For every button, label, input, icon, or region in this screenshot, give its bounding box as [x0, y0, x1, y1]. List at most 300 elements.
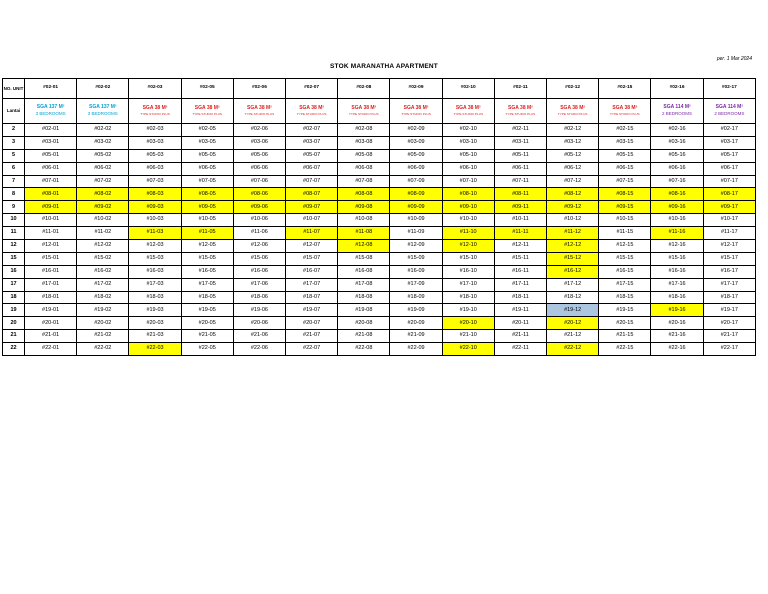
floor-number: 17: [3, 278, 25, 291]
unit-cell: #06-05: [181, 162, 233, 175]
unit-cell: #08-11: [494, 188, 546, 201]
unit-cell: #08-17: [703, 188, 755, 201]
sga-size: SGA 114 M²: [663, 104, 691, 111]
unit-cell: #07-02: [77, 175, 129, 188]
unit-cell: #06-08: [338, 162, 390, 175]
unit-cell: #15-06: [233, 252, 285, 265]
unit-cell: #18-08: [338, 291, 390, 304]
unit-cell: #12-08: [338, 240, 390, 253]
unit-cell: #07-09: [390, 175, 442, 188]
unit-cell: #19-01: [25, 304, 77, 317]
unit-cell: #20-17: [703, 317, 755, 330]
unit-cell: #11-12: [547, 227, 599, 240]
unit-cell: #17-11: [494, 278, 546, 291]
unit-cell: #09-05: [181, 201, 233, 214]
unit-cell: #16-06: [233, 265, 285, 278]
unit-cell: #16-09: [390, 265, 442, 278]
unit-cell: #08-05: [181, 188, 233, 201]
unit-cell: #07-16: [651, 175, 703, 188]
unit-cell: #12-15: [599, 240, 651, 253]
sga-cell: [442, 99, 494, 124]
unit-cell: #17-12: [547, 278, 599, 291]
unit-cell: #09-15: [599, 201, 651, 214]
sga-size: SGA 38 M²: [612, 104, 638, 111]
unit-cell: #22-12: [547, 343, 599, 356]
unit-cell: #11-10: [442, 227, 494, 240]
no-unit-header: NO. UNIT: [3, 79, 25, 99]
unit-cell: #22-03: [129, 343, 181, 356]
unit-cell: #03-03: [129, 136, 181, 149]
unit-cell: #16-17: [703, 265, 755, 278]
unit-cell: #15-16: [651, 252, 703, 265]
unit-cell: #16-10: [442, 265, 494, 278]
unit-cell: #16-03: [129, 265, 181, 278]
unit-cell: #18-09: [390, 291, 442, 304]
unit-cell: #08-07: [286, 188, 338, 201]
unit-cell: #16-15: [599, 265, 651, 278]
unit-cell: #21-09: [390, 330, 442, 343]
unit-cell: #09-07: [286, 201, 338, 214]
unit-cell: #08-01: [25, 188, 77, 201]
unit-column-header: #02-11: [494, 79, 546, 99]
unit-cell: #19-12: [547, 304, 599, 317]
unit-cell: #21-07: [286, 330, 338, 343]
unit-cell: #19-03: [129, 304, 181, 317]
unit-cell: #05-06: [233, 149, 285, 162]
unit-cell: #11-05: [181, 227, 233, 240]
sga-cell: [181, 99, 233, 124]
unit-cell: #19-02: [77, 304, 129, 317]
unit-cell: #17-16: [651, 278, 703, 291]
unit-cell: #20-07: [286, 317, 338, 330]
sga-cell: [25, 99, 77, 124]
unit-cell: #06-16: [651, 162, 703, 175]
unit-cell: #17-01: [25, 278, 77, 291]
unit-cell: #19-09: [390, 304, 442, 317]
floor-number: 6: [3, 162, 25, 175]
unit-column-header: #02-16: [651, 79, 703, 99]
floor-row: [3, 343, 756, 356]
unit-cell: #03-17: [703, 136, 755, 149]
unit-cell: #10-08: [338, 214, 390, 227]
unit-cell: #22-17: [703, 343, 755, 356]
unit-cell: #18-11: [494, 291, 546, 304]
unit-cell: #05-03: [129, 149, 181, 162]
unit-cell: #07-10: [442, 175, 494, 188]
unit-cell: #03-10: [442, 136, 494, 149]
unit-cell: #11-15: [599, 227, 651, 240]
unit-cell: #22-15: [599, 343, 651, 356]
unit-column-header: #02-12: [547, 79, 599, 99]
unit-cell: #08-12: [547, 188, 599, 201]
unit-cell: #09-03: [129, 201, 181, 214]
unit-cell: #06-11: [494, 162, 546, 175]
unit-cell: #02-06: [233, 124, 285, 137]
unit-cell: #11-11: [494, 227, 546, 240]
unit-cell: #10-05: [181, 214, 233, 227]
unit-cell: #18-06: [233, 291, 285, 304]
unit-cell: #20-03: [129, 317, 181, 330]
sga-type: TYPE STUDIO PLUS: [349, 111, 379, 116]
unit-cell: #18-01: [25, 291, 77, 304]
unit-cell: #21-03: [129, 330, 181, 343]
unit-cell: #02-09: [390, 124, 442, 137]
unit-cell: #07-05: [181, 175, 233, 188]
sga-size: SGA 137 M²: [36, 104, 65, 111]
sga-cell: [547, 99, 599, 124]
unit-cell: #10-03: [129, 214, 181, 227]
unit-cell: #22-08: [338, 343, 390, 356]
floor-row: [3, 304, 756, 317]
unit-cell: #17-06: [233, 278, 285, 291]
unit-cell: #06-17: [703, 162, 755, 175]
unit-cell: #15-02: [77, 252, 129, 265]
unit-column-header: #02-06: [233, 79, 285, 99]
floor-row: [3, 149, 756, 162]
unit-cell: #02-01: [25, 124, 77, 137]
floor-number: 11: [3, 227, 25, 240]
unit-cell: #06-06: [233, 162, 285, 175]
unit-cell: #12-01: [25, 240, 77, 253]
unit-cell: #03-05: [181, 136, 233, 149]
unit-cell: #17-17: [703, 278, 755, 291]
unit-cell: #11-06: [233, 227, 285, 240]
sga-size: SGA 38 M²: [247, 104, 272, 111]
unit-cell: #03-02: [77, 136, 129, 149]
unit-cell: #18-02: [77, 291, 129, 304]
unit-cell: #15-01: [25, 252, 77, 265]
unit-cell: #16-01: [25, 265, 77, 278]
unit-cell: #17-15: [599, 278, 651, 291]
unit-cell: #06-07: [286, 162, 338, 175]
sga-row: [3, 99, 756, 124]
unit-cell: #03-11: [494, 136, 546, 149]
unit-cell: #17-07: [286, 278, 338, 291]
sga-type: 3 BEDROOMS: [35, 111, 66, 117]
sga-size: SGA 38 M²: [299, 104, 325, 111]
unit-cell: #08-03: [129, 188, 181, 201]
unit-cell: #22-06: [233, 343, 285, 356]
unit-cell: #09-11: [494, 201, 546, 214]
unit-cell: #03-08: [338, 136, 390, 149]
unit-cell: #02-08: [338, 124, 390, 137]
unit-cell: #06-09: [390, 162, 442, 175]
unit-cell: #17-03: [129, 278, 181, 291]
unit-cell: #09-10: [442, 201, 494, 214]
floor-number: 3: [3, 136, 25, 149]
unit-cell: #21-11: [494, 330, 546, 343]
floor-row: [3, 317, 756, 330]
unit-column-header: #02-08: [338, 79, 390, 99]
unit-cell: #21-02: [77, 330, 129, 343]
sga-cell: [390, 99, 442, 124]
sga-cell: [703, 99, 755, 124]
floor-number: 2: [3, 124, 25, 137]
unit-cell: #19-08: [338, 304, 390, 317]
unit-cell: #10-06: [233, 214, 285, 227]
sga-type: TYPE STUDIO PLUS: [401, 111, 431, 116]
sga-cell: [129, 99, 181, 124]
unit-cell: #12-07: [286, 240, 338, 253]
unit-cell: #02-05: [181, 124, 233, 137]
unit-cell: #07-03: [129, 175, 181, 188]
unit-cell: #16-16: [651, 265, 703, 278]
sga-size: SGA 38 M²: [142, 104, 168, 111]
unit-cell: #22-11: [494, 343, 546, 356]
floor-row: [3, 175, 756, 188]
sga-size: SGA 114 M²: [715, 104, 743, 111]
unit-cell: #07-06: [233, 175, 285, 188]
unit-cell: #12-10: [442, 240, 494, 253]
unit-cell: #05-10: [442, 149, 494, 162]
unit-cell: #10-11: [494, 214, 546, 227]
unit-cell: #21-17: [703, 330, 755, 343]
floor-row: [3, 330, 756, 343]
sga-cell: [599, 99, 651, 124]
unit-cell: #16-08: [338, 265, 390, 278]
sga-cell: [651, 99, 703, 124]
sga-type: TYPE STUDIO PLUS: [505, 111, 536, 116]
floor-row: [3, 252, 756, 265]
unit-cell: #07-17: [703, 175, 755, 188]
unit-cell: #21-08: [338, 330, 390, 343]
sga-type: TYPE STUDIO PLUS: [140, 111, 170, 116]
unit-cell: #02-15: [599, 124, 651, 137]
unit-cell: #05-09: [390, 149, 442, 162]
unit-cell: #11-09: [390, 227, 442, 240]
unit-cell: #11-16: [651, 227, 703, 240]
unit-cell: #10-12: [547, 214, 599, 227]
unit-cell: #18-12: [547, 291, 599, 304]
unit-cell: #15-15: [599, 252, 651, 265]
unit-cell: #21-06: [233, 330, 285, 343]
unit-cell: #12-17: [703, 240, 755, 253]
unit-cell: #20-10: [442, 317, 494, 330]
unit-cell: #18-07: [286, 291, 338, 304]
unit-cell: #06-02: [77, 162, 129, 175]
unit-cell: #02-07: [286, 124, 338, 137]
unit-cell: #09-06: [233, 201, 285, 214]
unit-cell: #07-01: [25, 175, 77, 188]
unit-cell: #15-07: [286, 252, 338, 265]
unit-cell: #03-15: [599, 136, 651, 149]
unit-cell: #19-07: [286, 304, 338, 317]
floor-number: 20: [3, 317, 25, 330]
floor-row: [3, 291, 756, 304]
unit-cell: #02-02: [77, 124, 129, 137]
unit-cell: #09-17: [703, 201, 755, 214]
unit-cell: #16-11: [494, 265, 546, 278]
unit-cell: #19-17: [703, 304, 755, 317]
unit-cell: #10-10: [442, 214, 494, 227]
sga-type: 3 BEDROOMS: [87, 111, 118, 117]
unit-cell: #12-09: [390, 240, 442, 253]
unit-cell: #08-02: [77, 188, 129, 201]
unit-cell: #09-08: [338, 201, 390, 214]
unit-cell: #11-03: [129, 227, 181, 240]
unit-cell: #02-03: [129, 124, 181, 137]
unit-cell: #08-06: [233, 188, 285, 201]
unit-cell: #17-05: [181, 278, 233, 291]
unit-column-header: #02-05: [181, 79, 233, 99]
unit-cell: #17-09: [390, 278, 442, 291]
unit-cell: #18-16: [651, 291, 703, 304]
unit-cell: #11-08: [338, 227, 390, 240]
unit-cell: #03-16: [651, 136, 703, 149]
unit-cell: #05-16: [651, 149, 703, 162]
unit-cell: #20-01: [25, 317, 77, 330]
unit-cell: #19-05: [181, 304, 233, 317]
unit-cell: #02-17: [703, 124, 755, 137]
document-title: STOK MARANATHA APARTMENT: [330, 63, 438, 70]
unit-cell: #02-11: [494, 124, 546, 137]
unit-cell: #22-02: [77, 343, 129, 356]
sga-size: SGA 38 M²: [194, 104, 220, 111]
unit-cell: #03-06: [233, 136, 285, 149]
unit-cell: #09-01: [25, 201, 77, 214]
floor-number: 7: [3, 175, 25, 188]
unit-cell: #09-09: [390, 201, 442, 214]
sga-type: 2 BEDROOMS: [714, 111, 745, 117]
unit-cell: #07-11: [494, 175, 546, 188]
floor-row: [3, 214, 756, 227]
unit-cell: #10-09: [390, 214, 442, 227]
unit-cell: #12-06: [233, 240, 285, 253]
floor-row: [3, 201, 756, 214]
unit-cell: #20-09: [390, 317, 442, 330]
floor-row: [3, 162, 756, 175]
sga-cell: [286, 99, 338, 124]
sga-size: SGA 38 M²: [560, 104, 586, 111]
unit-cell: #18-15: [599, 291, 651, 304]
unit-cell: #11-02: [77, 227, 129, 240]
unit-cell: #10-16: [651, 214, 703, 227]
unit-cell: #05-07: [286, 149, 338, 162]
unit-cell: #18-05: [181, 291, 233, 304]
unit-cell: #19-10: [442, 304, 494, 317]
unit-cell: #16-07: [286, 265, 338, 278]
floor-row: [3, 240, 756, 253]
unit-column-header: #02-02: [77, 79, 129, 99]
floor-row: [3, 136, 756, 149]
sga-type: TYPE STUDIO PLUS: [296, 111, 327, 116]
sga-size: SGA 137 M²: [89, 104, 117, 111]
floor-row: [3, 188, 756, 201]
unit-cell: #21-05: [181, 330, 233, 343]
sga-type: TYPE STUDIO PLUS: [244, 111, 275, 116]
unit-cell: #15-12: [547, 252, 599, 265]
unit-column-header: #02-10: [442, 79, 494, 99]
unit-cell: #20-16: [651, 317, 703, 330]
unit-cell: #20-05: [181, 317, 233, 330]
unit-cell: #12-05: [181, 240, 233, 253]
lantai-header: Lantai: [3, 99, 25, 124]
unit-cell: #15-17: [703, 252, 755, 265]
unit-cell: #10-07: [286, 214, 338, 227]
floor-number: 22: [3, 343, 25, 356]
unit-cell: #06-12: [547, 162, 599, 175]
unit-cell: #20-08: [338, 317, 390, 330]
unit-cell: #21-12: [547, 330, 599, 343]
unit-cell: #05-12: [547, 149, 599, 162]
unit-cell: #06-15: [599, 162, 651, 175]
unit-cell: #22-01: [25, 343, 77, 356]
unit-cell: #06-03: [129, 162, 181, 175]
unit-cell: #19-11: [494, 304, 546, 317]
unit-cell: #12-02: [77, 240, 129, 253]
unit-cell: #05-01: [25, 149, 77, 162]
unit-cell: #10-15: [599, 214, 651, 227]
unit-cell: #12-12: [547, 240, 599, 253]
unit-cell: #11-17: [703, 227, 755, 240]
unit-cell: #18-17: [703, 291, 755, 304]
unit-cell: #02-10: [442, 124, 494, 137]
unit-cell: #05-11: [494, 149, 546, 162]
unit-cell: #15-08: [338, 252, 390, 265]
sga-type: TYPE STUDIO PLUS: [610, 111, 640, 116]
unit-column-header: #02-09: [390, 79, 442, 99]
unit-cell: #16-12: [547, 265, 599, 278]
floor-number: 21: [3, 330, 25, 343]
unit-cell: #12-11: [494, 240, 546, 253]
unit-cell: #22-07: [286, 343, 338, 356]
unit-cell: #19-16: [651, 304, 703, 317]
floor-number: 12: [3, 240, 25, 253]
unit-cell: #15-09: [390, 252, 442, 265]
floor-number: 19: [3, 304, 25, 317]
unit-cell: #15-03: [129, 252, 181, 265]
unit-cell: #05-15: [599, 149, 651, 162]
unit-cell: #12-03: [129, 240, 181, 253]
floor-number: 15: [3, 252, 25, 265]
unit-cell: #20-15: [599, 317, 651, 330]
sga-size: SGA 38 M²: [508, 104, 533, 111]
unit-cell: #18-10: [442, 291, 494, 304]
unit-cell: #15-11: [494, 252, 546, 265]
floor-number: 5: [3, 149, 25, 162]
floor-number: 10: [3, 214, 25, 227]
sga-size: SGA 38 M²: [403, 104, 429, 111]
unit-cell: #10-01: [25, 214, 77, 227]
sga-type: TYPE STUDIO PLUS: [453, 111, 484, 116]
unit-cell: #09-16: [651, 201, 703, 214]
unit-cell: #16-05: [181, 265, 233, 278]
unit-cell: #08-09: [390, 188, 442, 201]
unit-cell: #20-02: [77, 317, 129, 330]
unit-cell: #18-03: [129, 291, 181, 304]
unit-cell: #22-09: [390, 343, 442, 356]
unit-cell: #19-06: [233, 304, 285, 317]
unit-column-header: #02-15: [599, 79, 651, 99]
unit-cell: #21-16: [651, 330, 703, 343]
unit-cell: #20-06: [233, 317, 285, 330]
unit-cell: #07-07: [286, 175, 338, 188]
unit-cell: #10-17: [703, 214, 755, 227]
unit-cell: #20-11: [494, 317, 546, 330]
sga-size: SGA 38 M²: [351, 104, 377, 111]
floor-row: [3, 124, 756, 137]
unit-cell: #03-07: [286, 136, 338, 149]
unit-cell: #05-08: [338, 149, 390, 162]
unit-cell: #17-08: [338, 278, 390, 291]
unit-cell: #03-12: [547, 136, 599, 149]
sga-type: TYPE STUDIO PLUS: [557, 111, 588, 116]
unit-cell: #11-01: [25, 227, 77, 240]
sga-type: 2 BEDROOMS: [662, 111, 693, 117]
unit-cell: #07-12: [547, 175, 599, 188]
document-date: per. 1 Mar 2024: [716, 56, 752, 62]
unit-column-header: #02-07: [286, 79, 338, 99]
